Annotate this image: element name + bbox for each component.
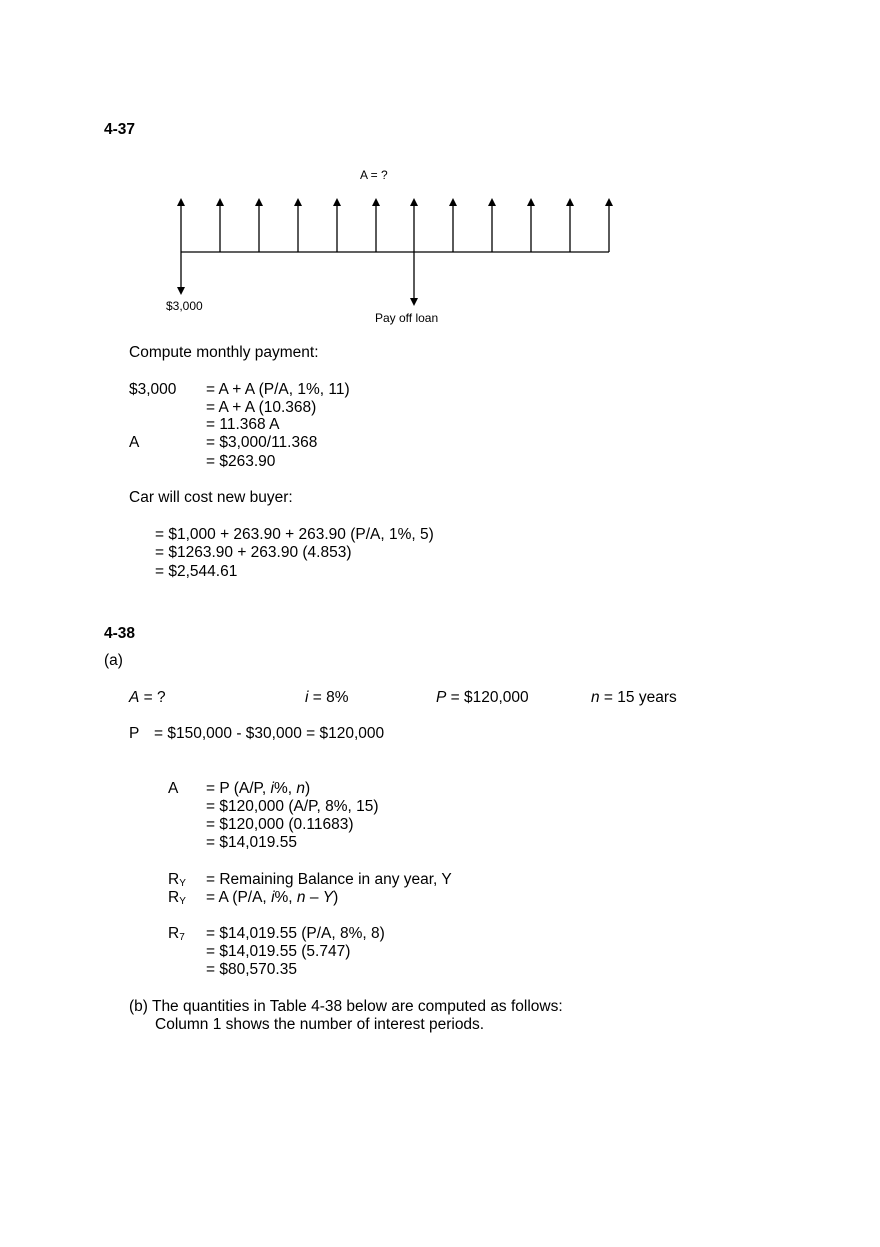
calc-row-3-rhs: = 11.368 A [206, 416, 280, 433]
problem-heading-4-38: 4-38 [104, 625, 136, 642]
problem-heading-4-37: 4-37 [104, 121, 136, 138]
calc-row-4-lhs: A [129, 434, 140, 451]
car-row-2: = $1263.90 + 263.90 (4.853) [155, 544, 352, 561]
part-a-label: (a) [104, 652, 123, 669]
part-b-line-1: (b) The quantities in Table 4-38 below are computed as follows: [129, 998, 563, 1015]
part-b-line-2: Column 1 shows the number of interest periods. [155, 1016, 485, 1033]
p-line-value: = $150,000 - $30,000 = $120,000 [154, 725, 385, 742]
a-block-row-1: = P (A/P, i%, n) [206, 780, 311, 797]
compute-title: Compute monthly payment: [129, 344, 319, 361]
given-i: i = 8% [305, 689, 349, 706]
diagram-payoff-label: Pay off loan [375, 311, 439, 325]
a-block-row-4: = $14,019.55 [206, 834, 297, 851]
diagram-loan-label: $3,000 [166, 299, 203, 313]
calc-row-2-rhs: = A + A (10.368) [206, 399, 317, 416]
ry-formula: = A (P/A, i%, n – Y) [206, 889, 339, 906]
given-p: P = $120,000 [436, 689, 529, 706]
a-block-row-3: = $120,000 (0.11683) [206, 816, 354, 833]
ry-label-2: $R_Y$ [168, 889, 186, 907]
ry-definition: = Remaining Balance in any year, Y [206, 871, 452, 888]
up-arrows [181, 202, 609, 252]
car-row-1: = $1,000 + 263.90 + 263.90 (P/A, 1%, 5) [155, 526, 434, 543]
p-line-label: P [129, 725, 140, 742]
given-n: n = 15 years [591, 689, 677, 706]
calc-row-1-lhs: $3,000 [129, 381, 177, 398]
ry-label-1: $R_Y$ [168, 871, 186, 889]
a-block-row-2: = $120,000 (A/P, 8%, 15) [206, 798, 379, 815]
r7-row-1: = $14,019.55 (P/A, 8%, 8) [206, 925, 385, 942]
cash-flow-diagram [0, 0, 880, 340]
r7-label: $R_7$ [168, 925, 185, 943]
given-a: A = ? [129, 689, 166, 706]
calc-row-1-rhs: = A + A (P/A, 1%, 11) [206, 381, 350, 398]
car-cost-title: Car will cost new buyer: [129, 489, 293, 506]
a-block-label: A [168, 780, 179, 797]
car-row-3: = $2,544.61 [155, 563, 238, 580]
calc-row-4-rhs: = $3,000/11.368 [206, 434, 318, 451]
r7-row-3: = $80,570.35 [206, 961, 297, 978]
r7-row-2: = $14,019.55 (5.747) [206, 943, 351, 960]
diagram-top-label: A = ? [360, 168, 388, 182]
calc-row-5-rhs: = $263.90 [206, 453, 276, 470]
